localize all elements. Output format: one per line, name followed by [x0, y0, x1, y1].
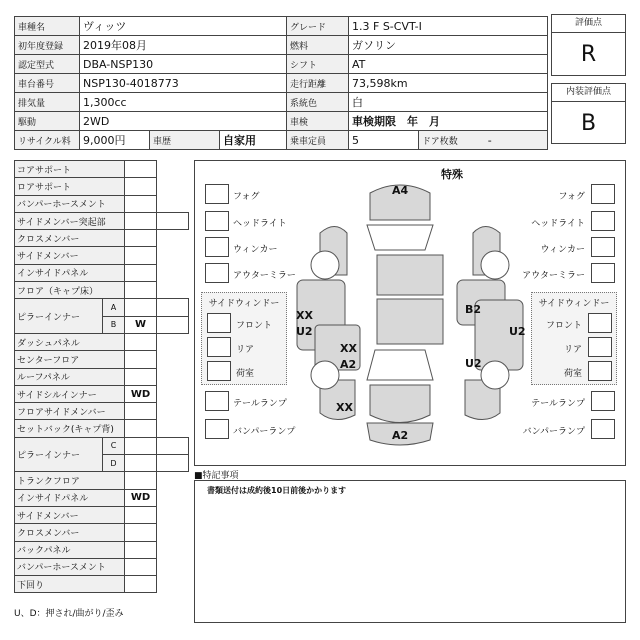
part-mark-extra — [157, 264, 189, 281]
option-checkbox[interactable] — [205, 263, 229, 283]
option-checkbox[interactable] — [591, 419, 615, 439]
damage-code: U2 — [296, 325, 313, 338]
side-window-checkbox[interactable] — [207, 337, 231, 357]
part-mark-extra — [157, 299, 189, 316]
option-checkbox[interactable] — [205, 391, 229, 411]
option-label: テールランプ — [233, 399, 287, 409]
info-value: 自家用 — [220, 131, 287, 150]
parts-table — [14, 160, 188, 593]
windshield — [367, 225, 433, 250]
part-mark-extra — [157, 351, 189, 368]
part-mark — [125, 333, 157, 350]
part-mark — [125, 437, 157, 454]
part-mark-extra — [157, 576, 189, 593]
part-mark — [125, 420, 157, 437]
info-label: 走行距離 — [287, 74, 349, 93]
part-mark-extra — [157, 524, 189, 541]
info-label: 系統色 — [287, 93, 349, 112]
part-mark — [125, 558, 157, 575]
part-label: コアサポート — [15, 161, 125, 178]
part-label: センターフロア — [15, 351, 125, 368]
part-sub-key: A — [103, 299, 125, 316]
side-window-left — [201, 292, 287, 385]
info-label: 排気量 — [15, 93, 80, 112]
damage-code: B2 — [465, 303, 482, 316]
damage-code: U2 — [465, 357, 482, 370]
info-label — [419, 131, 548, 150]
option-checkbox[interactable] — [591, 391, 615, 411]
rear-window — [367, 350, 433, 380]
trunk-panel — [370, 385, 430, 423]
part-mark: W — [125, 316, 157, 333]
info-value: NSP130-4018773 — [80, 74, 287, 93]
part-mark-extra — [157, 437, 189, 454]
special-label: 特殊 — [441, 168, 463, 181]
part-mark-extra — [157, 541, 189, 558]
damage-code: XX — [340, 342, 357, 355]
part-label: ルーフパネル — [15, 368, 125, 385]
part-mark — [125, 576, 157, 593]
option-checkbox[interactable] — [591, 263, 615, 283]
info-value: 9,000円 — [80, 131, 150, 150]
side-window-label: 荷室 — [563, 369, 582, 379]
vehicle-info-table — [14, 16, 547, 150]
option-label: バンパーランプ — [233, 427, 296, 437]
right-rear-wheel — [481, 361, 509, 389]
part-mark-extra — [157, 420, 189, 437]
info-label: 車歴 — [150, 131, 220, 150]
grade-label: 評価点 — [552, 15, 625, 33]
side-window-label: リア — [563, 345, 582, 355]
info-label: 車種名 — [15, 17, 80, 36]
side-window-label: フロント — [545, 321, 582, 331]
left-front-wheel — [311, 251, 339, 279]
info-label: 車検 — [287, 112, 349, 131]
part-mark — [125, 472, 157, 489]
option-checkbox[interactable] — [205, 211, 229, 231]
part-mark-extra — [157, 506, 189, 523]
part-mark-extra — [157, 212, 189, 229]
option-label: テールランプ — [531, 399, 585, 409]
part-mark-extra — [157, 368, 189, 385]
info-value: DBA-NSP130 — [80, 55, 287, 74]
info-value: 2WD — [80, 112, 287, 131]
option-label: ウィンカー — [233, 245, 278, 255]
part-mark-extra — [157, 178, 189, 195]
part-mark-extra — [157, 558, 189, 575]
option-checkbox[interactable] — [205, 419, 229, 439]
part-label: クロスメンバー — [15, 524, 125, 541]
part-label: サイドシルインナー — [15, 385, 125, 402]
part-label: インサイドパネル — [15, 264, 125, 281]
damage-code: U2 — [509, 325, 526, 338]
side-window-label: フロント — [236, 321, 273, 331]
part-label: バンパーホースメント — [15, 195, 125, 212]
part-mark — [125, 506, 157, 523]
part-mark — [125, 368, 157, 385]
part-mark-extra — [157, 403, 189, 420]
side-window-checkbox[interactable] — [207, 313, 231, 333]
option-checkbox[interactable] — [591, 237, 615, 257]
damage-code: A2 — [340, 358, 357, 371]
option-checkbox[interactable] — [205, 237, 229, 257]
info-value: 73,598km — [349, 74, 548, 93]
part-label: インサイドパネル — [15, 489, 125, 506]
part-mark — [125, 524, 157, 541]
part-mark: WD — [125, 489, 157, 506]
info-label: グレード — [287, 17, 349, 36]
part-mark: WD — [125, 385, 157, 402]
damage-code: A4 — [392, 184, 409, 197]
info-value: ヴィッツ — [80, 17, 287, 36]
right-front-wheel — [481, 251, 509, 279]
part-label: バックパネル — [15, 541, 125, 558]
part-sub-key: B — [103, 316, 125, 333]
info-label: リサイクル料 — [15, 131, 80, 150]
damage-diagram — [194, 160, 626, 466]
part-sub-key: D — [103, 455, 125, 472]
info-label: 車台番号 — [15, 74, 80, 93]
side-window-checkbox[interactable] — [588, 313, 612, 333]
info-value: 1,300cc — [80, 93, 287, 112]
side-window-title: サイドウィンドー — [208, 299, 280, 309]
info-value: 5 — [349, 131, 419, 150]
roof-panel — [377, 255, 443, 295]
part-mark — [125, 212, 157, 229]
part-label: サイドメンバー突起部 — [15, 212, 125, 229]
side-window-right — [531, 292, 617, 385]
side-window-checkbox[interactable] — [207, 361, 231, 381]
option-label: フォグ — [233, 192, 260, 202]
part-mark-extra — [157, 316, 189, 333]
door-label: ドア枚数 — [422, 136, 458, 147]
info-label: 駆動 — [15, 112, 80, 131]
info-label: 初年度登録 — [15, 36, 80, 55]
option-label: ウィンカー — [540, 245, 585, 255]
info-label: 乗車定員 — [287, 131, 349, 150]
part-label: ロアサポート — [15, 178, 125, 195]
interior-grade-box — [551, 83, 626, 144]
part-mark — [125, 247, 157, 264]
part-mark-extra — [157, 282, 189, 299]
part-sub-key: C — [103, 437, 125, 454]
info-value: AT — [349, 55, 548, 74]
part-mark — [125, 282, 157, 299]
interior-grade-label: 内装評価点 — [552, 84, 625, 102]
option-label: アウターミラー — [233, 271, 296, 281]
grade-value: R — [580, 42, 597, 67]
part-mark — [125, 230, 157, 247]
part-mark-extra — [157, 247, 189, 264]
option-label: アウターミラー — [522, 271, 585, 281]
part-mark — [125, 264, 157, 281]
side-window-label: リア — [236, 345, 255, 355]
part-label: セットバック(キャプ背) — [15, 420, 125, 437]
left-rear-wheel — [311, 361, 339, 389]
option-label: ヘッドライト — [233, 219, 287, 229]
part-mark — [125, 351, 157, 368]
part-mark-extra — [157, 161, 189, 178]
part-label: フロア（キャプ床） — [15, 282, 125, 299]
damage-code: XX — [296, 309, 313, 322]
side-window-checkbox[interactable] — [588, 337, 612, 357]
part-mark — [125, 541, 157, 558]
info-value: 1.3 F S-CVT-I — [349, 17, 548, 36]
side-window-label: 荷室 — [236, 369, 255, 379]
part-label: ピラーインナー — [15, 437, 103, 472]
roof-panel-2 — [377, 299, 443, 344]
part-label: トランクフロア — [15, 472, 125, 489]
legend-text: U、D：押され/曲がり/歪み — [14, 609, 124, 619]
part-mark — [125, 455, 157, 472]
part-mark-extra — [157, 195, 189, 212]
part-mark-extra — [157, 385, 189, 402]
part-label: サイドメンバー — [15, 506, 125, 523]
info-value: 2019年08月 — [80, 36, 287, 55]
part-label: ダッシュパネル — [15, 333, 125, 350]
side-window-title: サイドウィンドー — [538, 299, 610, 309]
part-mark-extra — [157, 455, 189, 472]
option-checkbox[interactable] — [591, 184, 615, 204]
option-checkbox[interactable] — [205, 184, 229, 204]
remarks-title: ■特記事項 — [194, 471, 239, 481]
part-label: クロスメンバー — [15, 230, 125, 247]
part-mark-extra — [157, 230, 189, 247]
info-value: 白 — [349, 93, 548, 112]
door-value: - — [487, 133, 492, 147]
part-label: ピラーインナー — [15, 299, 103, 334]
option-label: バンパーランプ — [522, 427, 585, 437]
part-mark — [125, 403, 157, 420]
interior-grade-value: B — [580, 111, 597, 136]
car-diagram — [285, 175, 535, 465]
part-mark — [125, 161, 157, 178]
part-label: サイドメンバー — [15, 247, 125, 264]
option-checkbox[interactable] — [591, 211, 615, 231]
part-mark — [125, 299, 157, 316]
damage-code: XX — [336, 401, 353, 414]
part-mark-extra — [157, 489, 189, 506]
info-value: 車検期限 年 月 — [349, 112, 548, 131]
remarks-text: 書類送付は成約後10日前後かかります — [207, 486, 347, 495]
part-mark-extra — [157, 333, 189, 350]
part-mark — [125, 178, 157, 195]
part-label: フロアサイドメンバー — [15, 403, 125, 420]
option-label: ヘッドライト — [531, 219, 585, 229]
info-label: 燃料 — [287, 36, 349, 55]
info-label: シフト — [287, 55, 349, 74]
side-window-checkbox[interactable] — [588, 361, 612, 381]
remarks-box — [194, 480, 626, 623]
option-label: フォグ — [558, 192, 585, 202]
info-label: 認定型式 — [15, 55, 80, 74]
grade-box — [551, 14, 626, 76]
part-mark-extra — [157, 472, 189, 489]
info-value: ガソリン — [349, 36, 548, 55]
part-label: 下回り — [15, 576, 125, 593]
part-label: バンパーホースメント — [15, 558, 125, 575]
damage-code: A2 — [392, 429, 409, 442]
part-mark — [125, 195, 157, 212]
